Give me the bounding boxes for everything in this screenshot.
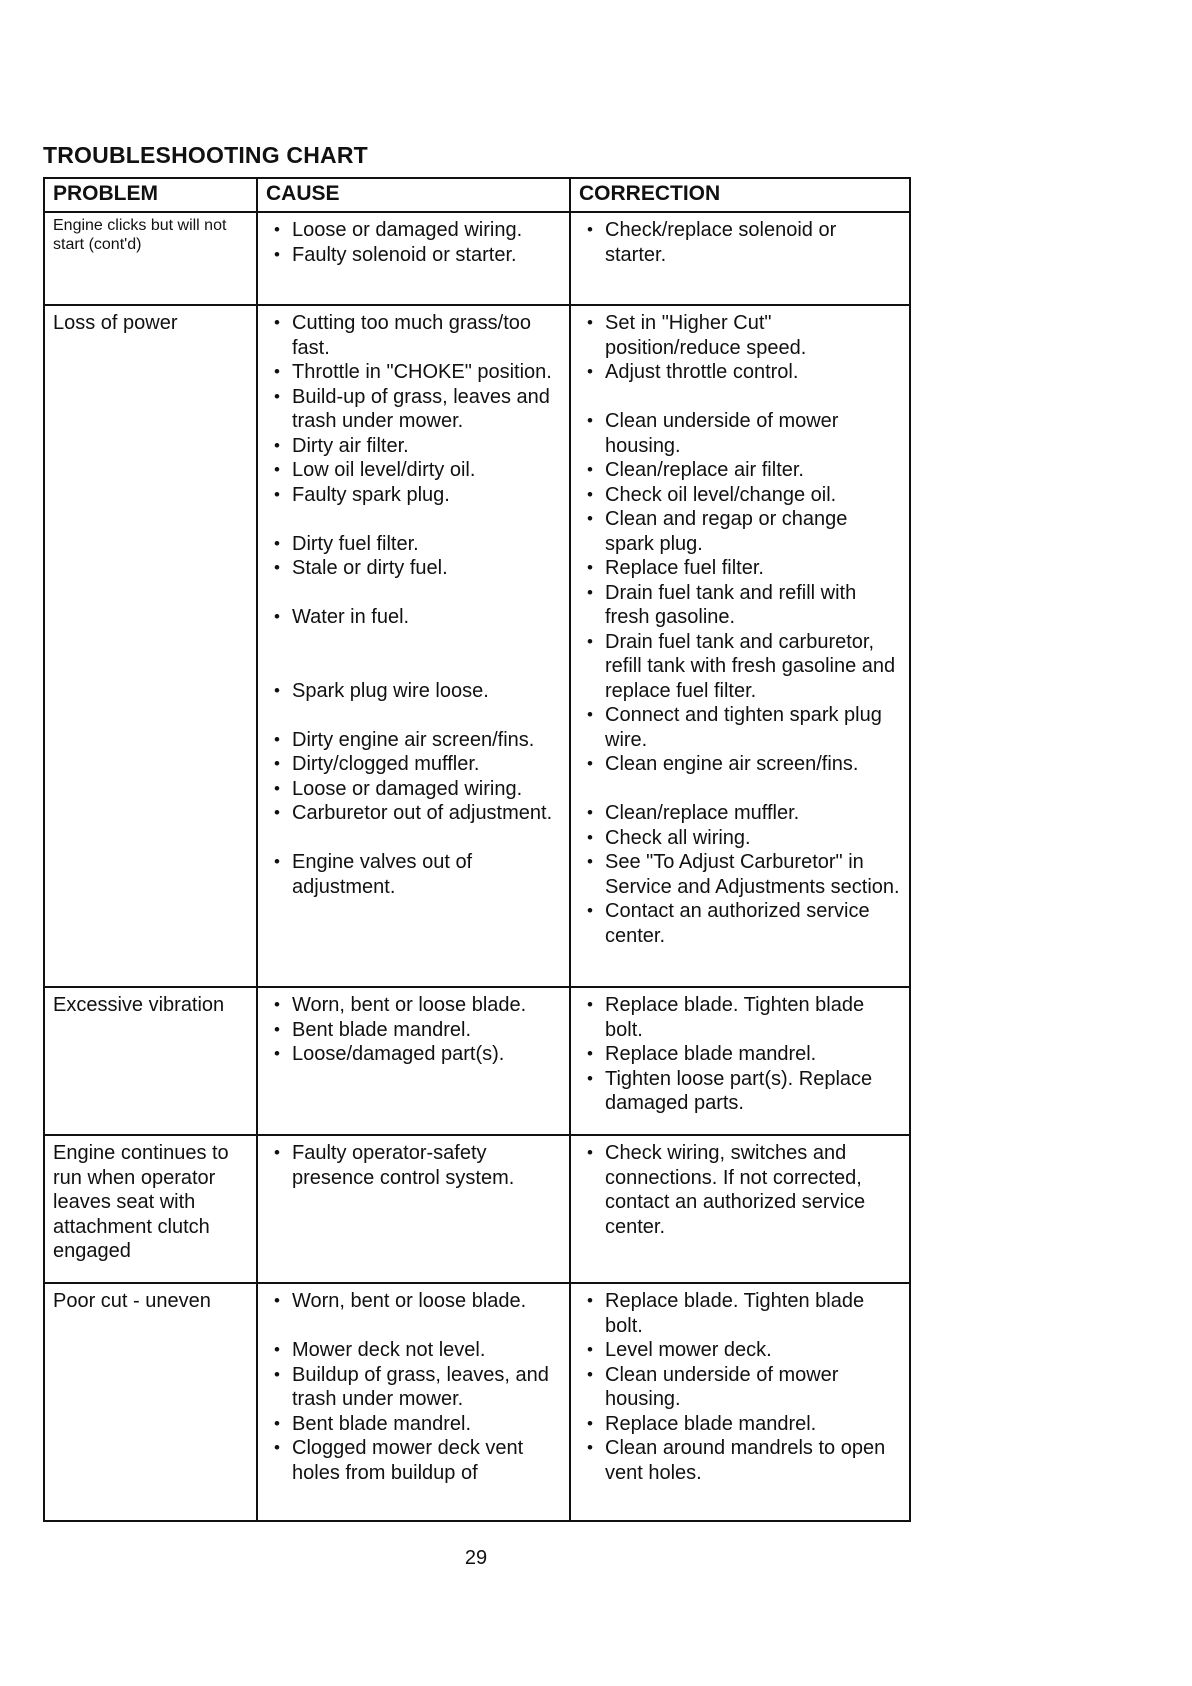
correction-item: • Replace blade mandrel. [579,1412,901,1437]
cause-item: • Throttle in "CHOKE" position. [266,360,561,385]
correction-item: • Replace blade. Tighten blade bolt. [579,993,901,1042]
correction-item: • Check/replace solenoid or starter. [579,218,901,267]
correction-item: • Clean underside of mower housing. [579,1363,901,1412]
correction-cell [570,305,910,987]
correction-item: • Check all wiring. [579,826,901,851]
table-row [44,305,910,987]
correction-cell [570,987,910,1135]
cause-item: • Low oil level/dirty oil. [266,458,561,483]
correction-item: • Replace fuel filter. [579,556,901,581]
correction-item: • Replace blade. Tighten blade bolt. [579,1289,901,1338]
cause-item: • Faulty spark plug. [266,483,561,508]
cause-item: • Spark plug wire loose. [266,679,561,704]
cause-item: • Faulty operator-safety presence control system. [266,1141,561,1190]
correction-item: • Clean engine air screen/fins. [579,752,901,777]
correction-item: • See "To Adjust Carburetor" in Service and Adjustments section. [579,850,901,899]
correction-item: • Contact an authorized service center. [579,899,901,948]
correction-item: • Drain fuel tank and refill with fresh gasoline. [579,581,901,630]
correction-item: • Clean/replace air filter. [579,458,901,483]
correction-item: • Connect and tighten spark plug wire. [579,703,901,752]
problem-cell: Poor cut - uneven [44,1283,257,1521]
correction-item: • Drain fuel tank and carburetor, refill tank with fresh gasoline and replace fuel filter. [579,630,901,704]
cause-item: • Build-up of grass, leaves and trash under mower. [266,385,561,434]
cause-item: • Stale or dirty fuel. [266,556,561,581]
cause-item: • Loose or damaged wiring. [266,218,561,243]
cause-item: • Dirty air filter. [266,434,561,459]
correction-item: • Clean and regap or change spark plug. [579,507,901,556]
cause-cell [257,1283,570,1521]
cause-item: • Dirty engine air screen/fins. [266,728,561,753]
table-row [44,1283,910,1521]
header-problem: PROBLEM [44,178,257,212]
table-row [44,987,910,1135]
cause-item: • Mower deck not level. [266,1338,561,1363]
header-correction: CORRECTION [570,178,910,212]
correction-item: • Check oil level/change oil. [579,483,901,508]
cause-item: • Clogged mower deck vent holes from buildup of [266,1436,561,1485]
cause-item: • Carburetor out of adjustment. [266,801,561,826]
cause-cell [257,305,570,987]
header-cause: CAUSE [257,178,570,212]
chart-title: TROUBLESHOOTING CHART [43,142,368,168]
cause-item: • Dirty/clogged muffler. [266,752,561,777]
correction-item: • Replace blade mandrel. [579,1042,901,1067]
page-number: 29 [464,1547,488,1569]
cause-item: • Worn, bent or loose blade. [266,993,561,1018]
cause-item: • Buildup of grass, leaves, and trash under mower. [266,1363,561,1412]
correction-cell [570,212,910,305]
correction-item: • Clean underside of mower housing. [579,409,901,458]
correction-item: • Clean around mandrels to open vent holes. [579,1436,901,1485]
cause-item: • Bent blade mandrel. [266,1412,561,1437]
table-row [44,1135,910,1283]
correction-item: • Tighten loose part(s). Replace damaged parts. [579,1067,901,1116]
cause-item: • Engine valves out of adjustment. [266,850,561,899]
cause-item: • Worn, bent or loose blade. [266,1289,561,1314]
header-row [44,178,910,212]
cause-cell [257,987,570,1135]
correction-item: • Level mower deck. [579,1338,901,1363]
cause-item: • Loose or damaged wiring. [266,777,561,802]
correction-cell [570,1135,910,1283]
correction-cell [570,1283,910,1521]
troubleshooting-table [43,177,911,1522]
cause-item: • Water in fuel. [266,605,561,630]
cause-item: • Dirty fuel filter. [266,532,561,557]
correction-item: • Adjust throttle control. [579,360,901,385]
correction-item: • Set in "Higher Cut" position/reduce speed. [579,311,901,360]
cause-item: • Cutting too much grass/too fast. [266,311,561,360]
problem-cell: Loss of power [44,305,257,987]
problem-cell: Engine continues to run when operator leaves seat with attachment clutch engaged [44,1135,257,1283]
cause-item: • Bent blade mandrel. [266,1018,561,1043]
cause-cell [257,212,570,305]
cause-item: • Loose/damaged part(s). [266,1042,561,1067]
problem-cell: Excessive vibration [44,987,257,1135]
table-row [44,212,910,305]
problem-cell: Engine clicks but will not start (cont'd) [44,212,257,305]
correction-item: • Clean/replace muffler. [579,801,901,826]
cause-item: • Faulty solenoid or starter. [266,243,561,268]
cause-cell [257,1135,570,1283]
correction-item: • Check wiring, switches and connections. If not corrected, contact an authorized service center. [579,1141,901,1239]
